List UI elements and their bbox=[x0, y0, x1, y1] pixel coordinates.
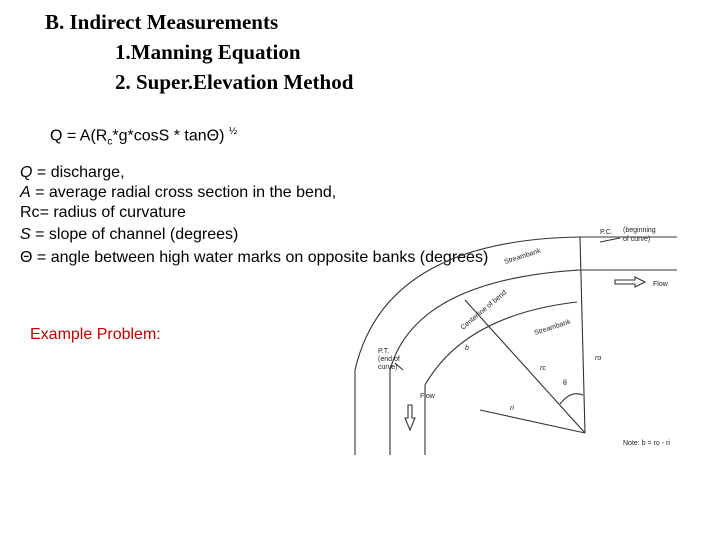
centerline-curve bbox=[390, 270, 580, 370]
def-s-symbol: S bbox=[20, 226, 31, 243]
item-manning: 1.Manning Equation bbox=[115, 40, 301, 64]
slide-title: B. Indirect Measurements bbox=[45, 10, 279, 34]
bend-diagram bbox=[345, 220, 680, 455]
flow-arrow-down-icon bbox=[405, 405, 415, 430]
label-streambank-inner: Streambank bbox=[533, 318, 572, 337]
label-flow-right: Flow bbox=[653, 281, 668, 288]
item-superelevation: 2. Super.Elevation Method bbox=[115, 70, 354, 94]
def-a bbox=[20, 183, 336, 203]
label-ro: ro bbox=[595, 355, 602, 362]
label-streambank-outer: Streambank bbox=[503, 247, 542, 266]
equation-mid: *g*cosS * tanΘ) bbox=[112, 127, 225, 145]
flow-arrow-right-icon bbox=[615, 277, 645, 287]
def-rc-text: = radius of curvature bbox=[39, 204, 186, 221]
equation bbox=[50, 126, 237, 148]
label-rc: rc bbox=[540, 365, 546, 372]
label-pc-note-1: (beginning bbox=[623, 227, 656, 234]
label-pt-note-1: (end of bbox=[378, 356, 400, 363]
label-pt-note-2: curve) bbox=[378, 364, 398, 371]
equation-sub: c bbox=[107, 136, 113, 148]
def-theta-symbol: Θ bbox=[20, 249, 33, 266]
def-q-text: = discharge, bbox=[32, 164, 125, 181]
def-theta-text: = angle between high water marks on opposite banks (degrees) bbox=[32, 249, 489, 266]
pc-leader bbox=[600, 238, 620, 242]
inner-bank-line bbox=[425, 302, 577, 385]
label-centerline: Centerline of bend bbox=[459, 289, 509, 332]
example-problem-label: Example Problem: bbox=[30, 326, 161, 343]
equation-prefix: Q = A(R bbox=[50, 127, 108, 145]
def-s-text: = slope of channel (degrees) bbox=[30, 226, 239, 243]
figure-note: Note: b = ro - ri bbox=[623, 440, 670, 447]
def-a-text: = average radial cross section in the bend, bbox=[30, 184, 337, 201]
def-rc bbox=[20, 203, 186, 223]
label-ri: ri bbox=[510, 405, 514, 412]
def-rc-symbol: Rc bbox=[20, 204, 40, 221]
label-pc: P.C. bbox=[600, 229, 613, 236]
def-a-symbol: A bbox=[20, 184, 31, 201]
label-flow-left: Flow bbox=[420, 393, 435, 400]
def-q-symbol: Q bbox=[20, 164, 33, 181]
def-q bbox=[20, 163, 125, 183]
radius-outer bbox=[580, 237, 585, 433]
theta-arc bbox=[560, 394, 583, 404]
def-s bbox=[20, 225, 238, 245]
radius-inner bbox=[480, 410, 585, 433]
label-pc-note-2: of curve) bbox=[623, 236, 651, 243]
label-theta: θ bbox=[563, 380, 567, 387]
equation-sup: ½ bbox=[228, 126, 238, 137]
label-b: b bbox=[465, 345, 469, 352]
label-pt: P.T. bbox=[378, 348, 390, 355]
